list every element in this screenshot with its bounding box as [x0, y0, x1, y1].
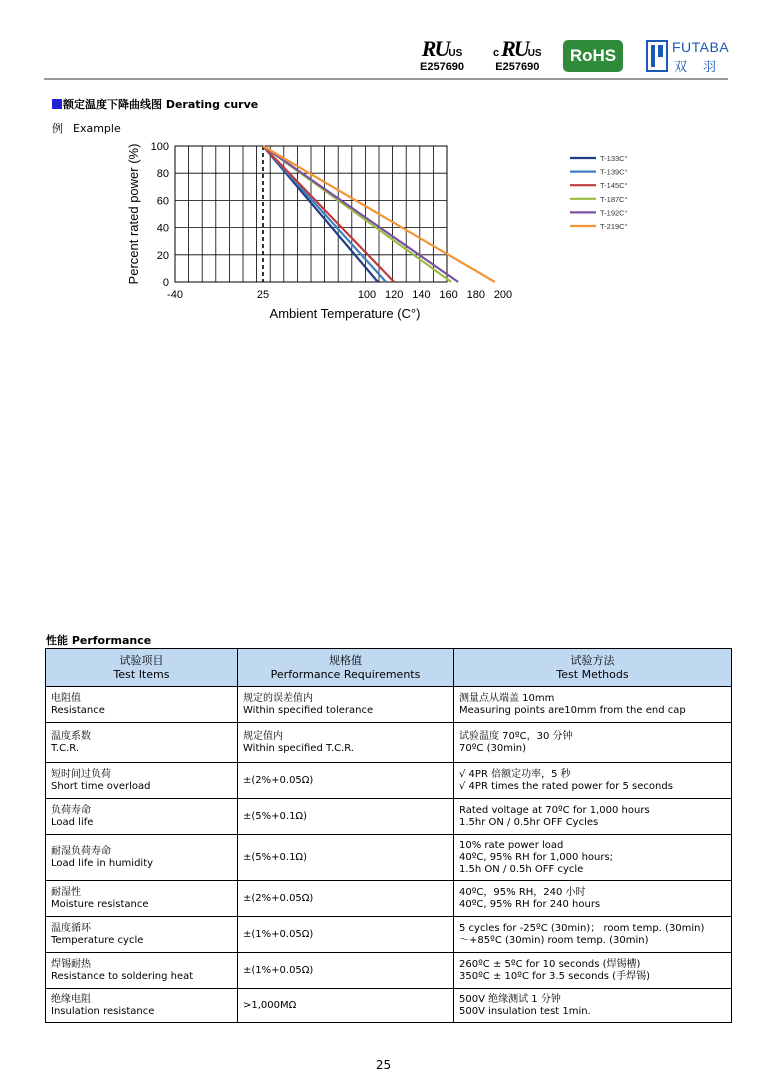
- method-line: 测量点从端盖 10mm: [459, 692, 555, 704]
- table-header-row: [46, 649, 732, 687]
- method-line: 260ºC ± 5ºC for 10 seconds (焊锡槽): [459, 958, 641, 970]
- page-header: [0, 0, 767, 80]
- test-item-cn: 负荷寿命: [51, 804, 91, 816]
- legend-label: T-133C°: [600, 154, 628, 163]
- cell-test-item: [46, 687, 238, 723]
- cul-certification: [493, 38, 542, 73]
- cell-test-method: [454, 989, 732, 1023]
- method-line: √ 4PR times the rated power for 5 seconds: [459, 780, 673, 792]
- method-line: ～+85ºC (30min) room temp. (30min): [459, 934, 649, 946]
- method-line: 70ºC (30min): [459, 742, 526, 754]
- requirement-line: 规定值内: [243, 730, 283, 742]
- test-item-en: Load life in humidity: [51, 857, 154, 869]
- table-row: [46, 917, 732, 953]
- futaba-logo-icon: [646, 40, 668, 72]
- test-item-en: T.C.R.: [51, 742, 80, 754]
- ul-mark-icon: RU: [421, 36, 449, 61]
- test-item-en: Insulation resistance: [51, 1005, 155, 1017]
- x-tick-label: 200: [493, 289, 513, 301]
- method-line: 350ºC ± 10ºC for 3.5 seconds (手焊锡): [459, 970, 650, 982]
- test-item-cn: 短时间过负荷: [51, 768, 111, 780]
- derating-title-text: 额定温度下降曲线图 Derating curve: [63, 98, 259, 111]
- page-number: 25: [375, 1058, 392, 1072]
- requirement-line: ±(1%+0.05Ω): [243, 964, 314, 976]
- method-line: Measuring points are10mm from the end cap: [459, 704, 686, 716]
- method-line: 500V 绝缘测试 1 分钟: [459, 993, 561, 1005]
- cell-requirement: [238, 989, 454, 1023]
- y-tick-label: 40: [156, 222, 169, 235]
- test-item-cn: 绝缘电阻: [51, 993, 91, 1005]
- table-row: [46, 953, 732, 989]
- x-tick-label: 160: [439, 289, 458, 301]
- table-row: [46, 881, 732, 917]
- header-requirements: [238, 649, 454, 687]
- performance-title: 性能 Performance: [46, 634, 152, 647]
- test-item-cn: 焊锡耐热: [51, 958, 91, 970]
- cell-test-method: [454, 953, 732, 989]
- header-test-methods: [454, 649, 732, 687]
- ul-file-number: E257690: [420, 61, 465, 73]
- test-item-cn: 电阻值: [51, 692, 81, 704]
- requirement-line: Within specified tolerance: [243, 704, 374, 716]
- header-en: Test Methods: [556, 667, 629, 681]
- cul-file-number: E257690: [495, 61, 540, 73]
- cell-test-method: [454, 687, 732, 723]
- requirement-line: ±(1%+0.05Ω): [243, 928, 314, 940]
- header-divider: [44, 78, 728, 80]
- table-row: [46, 763, 732, 799]
- y-tick-label: 80: [156, 168, 169, 181]
- x-tick-label: -40: [167, 289, 183, 301]
- requirement-line: 规定的误差值内: [243, 692, 313, 704]
- method-line: 40ºC, 95% RH for 1,000 hours;: [459, 851, 614, 863]
- cul-us-label: US: [527, 48, 542, 59]
- legend-label: T-219C°: [600, 222, 628, 231]
- legend-label: T-139C°: [600, 167, 628, 177]
- cell-test-item: [46, 835, 238, 881]
- header-cn: 试验项目: [119, 653, 164, 667]
- x-tick-label: 25: [256, 289, 270, 301]
- header-en: Test Items: [113, 667, 170, 681]
- table-row: [46, 835, 732, 881]
- cell-requirement: [238, 763, 454, 799]
- cell-test-method: [454, 881, 732, 917]
- cul-c-label: c: [493, 47, 500, 59]
- y-tick-label: 0: [162, 277, 169, 289]
- method-line: 10% rate power load: [459, 839, 564, 851]
- legend-label: T-145C°: [600, 181, 628, 191]
- requirement-line: ±(2%+0.05Ω): [243, 774, 314, 786]
- test-item-en: Resistance to soldering heat: [51, 970, 194, 982]
- brand-name-en: FUTABA: [672, 39, 730, 55]
- derating-section-title: [52, 96, 258, 112]
- header-cn: 试验方法: [570, 653, 615, 667]
- method-line: Rated voltage at 70ºC for 1,000 hours: [459, 804, 650, 816]
- test-item-cn: 温度循环: [51, 922, 91, 934]
- cul-mark-icon: RU: [501, 36, 528, 61]
- y-tick-label: 20: [156, 249, 169, 262]
- requirement-line: Within specified T.C.R.: [243, 742, 354, 754]
- header-en: Performance Requirements: [270, 667, 421, 681]
- cell-test-item: [46, 989, 238, 1023]
- y-axis-label: Percent rated power (%): [126, 143, 141, 285]
- test-item-en: Moisture resistance: [51, 898, 149, 910]
- y-tick-label: 60: [156, 195, 169, 208]
- cell-requirement: [238, 835, 454, 881]
- brand-name-cn: 双羽: [674, 60, 733, 75]
- test-item-cn: 耐湿性: [51, 886, 81, 898]
- cell-test-item: [46, 723, 238, 763]
- y-tick-label: 100: [150, 141, 169, 153]
- cell-test-method: [454, 799, 732, 835]
- test-item-en: Temperature cycle: [51, 934, 144, 946]
- bullet-square-icon: [52, 99, 62, 109]
- performance-table: [45, 648, 732, 1023]
- method-line: 5 cycles for -25ºC (30min)； room temp. (30min): [459, 922, 705, 934]
- example-label-en: Example: [73, 122, 121, 135]
- header-cn: 规格值: [329, 653, 362, 667]
- ul-certification: [420, 38, 464, 73]
- requirement-line: ±(5%+0.1Ω): [243, 810, 307, 822]
- x-tick-label: 180: [466, 289, 485, 301]
- cell-test-item: [46, 763, 238, 799]
- cell-requirement: [238, 799, 454, 835]
- x-axis-label: Ambient Temperature (C°): [269, 306, 421, 321]
- example-label: [52, 120, 131, 136]
- ul-us-label: US: [448, 48, 463, 59]
- cell-requirement: [238, 723, 454, 763]
- table-row: [46, 799, 732, 835]
- cell-test-method: [454, 917, 732, 953]
- cell-test-item: [46, 953, 238, 989]
- cell-test-item: [46, 917, 238, 953]
- method-line: 40ºC, 95% RH for 240 hours: [459, 898, 601, 910]
- table-row: [46, 989, 732, 1023]
- test-item-en: Load life: [51, 816, 94, 828]
- x-tick-label: 140: [412, 289, 431, 301]
- cell-requirement: [238, 881, 454, 917]
- method-line: 试验温度 70ºC，30 分钟: [459, 730, 573, 742]
- cell-requirement: [238, 917, 454, 953]
- test-item-cn: 温度系数: [51, 730, 91, 742]
- legend-label: T-187C°: [600, 194, 628, 204]
- method-line: 1.5h ON / 0.5h OFF cycle: [459, 863, 584, 875]
- cell-test-item: [46, 881, 238, 917]
- rohs-badge: RoHS: [563, 40, 623, 72]
- x-tick-label: 120: [385, 289, 404, 301]
- table-row: [46, 723, 732, 763]
- x-tick-label: 100: [357, 289, 377, 301]
- method-line: 40ºC，95% RH，240 小时: [459, 886, 586, 898]
- cell-test-item: [46, 799, 238, 835]
- test-item-en: Resistance: [51, 704, 105, 716]
- legend-label: T-192C°: [600, 208, 628, 218]
- cell-test-method: [454, 723, 732, 763]
- method-line: 500V insulation test 1min.: [459, 1005, 591, 1017]
- test-item-en: Short time overload: [51, 780, 151, 792]
- method-line: 1.5hr ON / 0.5hr OFF Cycles: [459, 816, 599, 828]
- performance-table-body: [46, 687, 732, 1023]
- table-row: [46, 687, 732, 723]
- test-item-cn: 耐湿负荷寿命: [51, 845, 111, 857]
- requirement-line: ±(2%+0.05Ω): [243, 892, 314, 904]
- method-line: √ 4PR 倍额定功率，5 秒: [459, 768, 571, 780]
- cell-test-method: [454, 835, 732, 881]
- example-label-cn: 例: [52, 122, 63, 135]
- cell-requirement: [238, 687, 454, 723]
- requirement-line: ±(5%+0.1Ω): [243, 851, 307, 863]
- requirement-line: >1,000MΩ: [243, 999, 297, 1011]
- cell-requirement: [238, 953, 454, 989]
- derating-curve-chart: [120, 132, 640, 332]
- header-test-items: [46, 649, 238, 687]
- cell-test-method: [454, 763, 732, 799]
